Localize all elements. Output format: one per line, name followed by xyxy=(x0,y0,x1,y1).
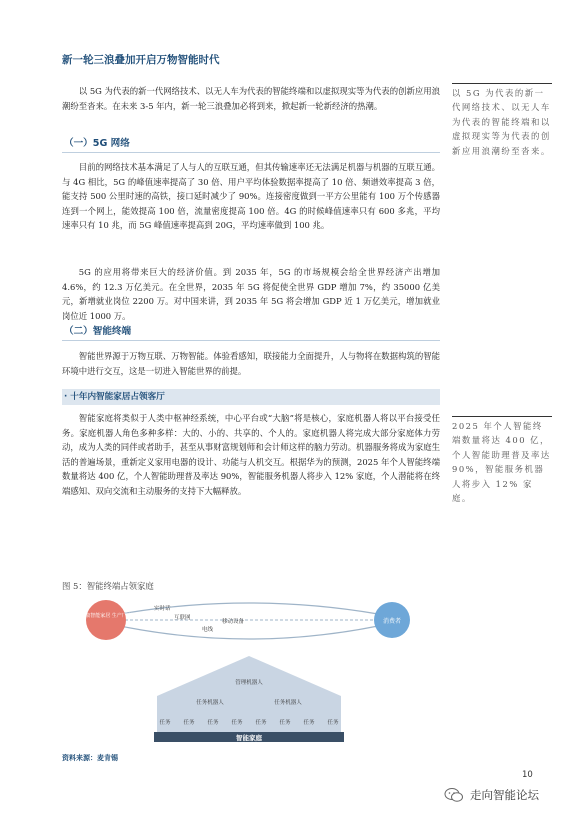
label-mobile: 移动设备 xyxy=(222,619,245,625)
sidenote-5g xyxy=(452,83,552,158)
consumer-label: 消费者 xyxy=(382,618,402,625)
house-roof xyxy=(157,656,341,696)
task-label: 任务 xyxy=(279,720,291,726)
wechat-watermark xyxy=(444,787,539,803)
base-label: 智能家庭 xyxy=(236,734,262,742)
section-heading-terminal: （二）智能终端 xyxy=(62,322,440,341)
task-label: 任务 xyxy=(327,720,339,726)
task-label: 任务 xyxy=(207,720,219,726)
figure-caption: 图 5：智能终端占领家庭 xyxy=(62,581,154,591)
smart-home-diagram xyxy=(62,596,440,746)
section-heading-5g: （一）5G 网络 xyxy=(62,134,440,153)
page-title: 新一轮三浪叠加开启万物智能时代 xyxy=(62,54,220,66)
house-body xyxy=(157,696,341,732)
manufacturer-label: 泰康智能家居 生产厂商 xyxy=(80,613,132,619)
wechat-icon xyxy=(444,787,464,803)
task-label: 任务 xyxy=(231,720,243,726)
manufacturer-circle xyxy=(86,600,126,640)
section2-paragraph-1: 智能世界源于万物互联、万物智能。体验看感知，联接能力全面提升，人与物将在数据构筑的智能环境中进行交互，这是一切进入智能世界的前提。 xyxy=(62,351,440,376)
label-internet: 互联网 xyxy=(174,615,191,621)
sidenote-rule xyxy=(452,416,552,417)
manager-robot-label: 管理机器人 xyxy=(235,680,263,686)
watermark-text: 走向智能论坛 xyxy=(470,788,539,802)
page-number: 10 xyxy=(522,770,533,780)
intro-paragraph: 以 5G 为代表的新一代网络技术、以无人车为代表的智能终端和以虚拟现实等为代表的创新应用浪潮纷至沓来。在未来 3-5 年内，新一轮三浪叠加必将到来，掀起新一轮新经济的热潮。 xyxy=(62,86,440,111)
sub-heading-smart-home: · 十年内智能家居占领客厅 xyxy=(62,389,440,405)
task-label: 任务 xyxy=(159,720,171,726)
label-power: 电线 xyxy=(202,627,214,633)
section1-paragraph-1: 目前的网络技术基本满足了人与人的互联互通，但其传输速率还无法满足机器与机器的互联互通。与 4G 相比，5G 的峰值速率提高了 30 倍、用户平均体验数据率提高了 10 倍、频谱效率提高 3 倍，能支持 500 公里时速的高铁，接口延时减少了 90%。连接密度做到一平方公里能有 100 万个传感器连到一个网上，能效提高 100 倍，流量密度提高 100 倍。4G 的时候峰值速率只有 600 多兆，平均速率只有 10 兆，而 5G 峰值速率提高到 20G，平均速率做到 100 兆。 xyxy=(62,162,440,231)
sidenote-text: 以 5G 为代表的新一代网络技术、以无人车为代表的智能终端和以虚拟现实等为代表的创新应用浪潮纷至沓来。 xyxy=(452,88,551,156)
task-label: 任务 xyxy=(303,720,315,726)
task-robot-label: 任务机器人 xyxy=(274,700,302,706)
sidenote-rule xyxy=(452,83,552,84)
section1-paragraph-2: 5G 的应用将带来巨大的经济价值。到 2035 年，5G 的市场规模会给全世界经济产出增加 4.6%，约 12.3 万亿美元。在全世界，2035 年 5G 将促使全世界 GDP 增加 7%，约 35000 亿美元，新增就业岗位 2200 万。对中国来讲，到 2035 年 5G 将会增加 GDP 近 1 万亿美元，增加就业岗位近 1000 万。 xyxy=(62,267,440,321)
link-arc-lower xyxy=(120,626,378,639)
source-note: 资料来源：麦肯锡 xyxy=(62,754,118,762)
task-label: 任务 xyxy=(183,720,195,726)
section2-paragraph-2: 智能家庭将类似于人类中枢神经系统，中心平台或“大脑”将是核心，家庭机器人将以平台接受任务。家庭机器人角色多种多样：大的、小的、共享的、个人的。家庭机器人将完成大部分家庭体力劳动，成为人类的同伴或者助手，甚至从事财富规划师和会计师这样的脑力劳动。机器服务将成为家庭生活的普遍场景，重新定义家用电器的设计、功能与人机交互。根据华为的预测，2025 年个人智能终端数量将达 400 亿，个人智能助理普及率达 90%，智能服务机器人将步入 12% 家庭，个人潜能将在终端感知、双向交流和主动服务的支持下大幅释放。 xyxy=(62,413,440,496)
sidenote-text: 2025 年个人智能终端数量将达 400 亿，个人智能助理普及率达 90%，智能服务机器人将步入 12% 家庭。 xyxy=(452,421,551,504)
task-robot-label: 任务机器人 xyxy=(196,700,224,706)
sidenote-terminal xyxy=(452,416,552,505)
label-realtime: 实时话 xyxy=(154,606,171,612)
task-label: 任务 xyxy=(255,720,267,726)
